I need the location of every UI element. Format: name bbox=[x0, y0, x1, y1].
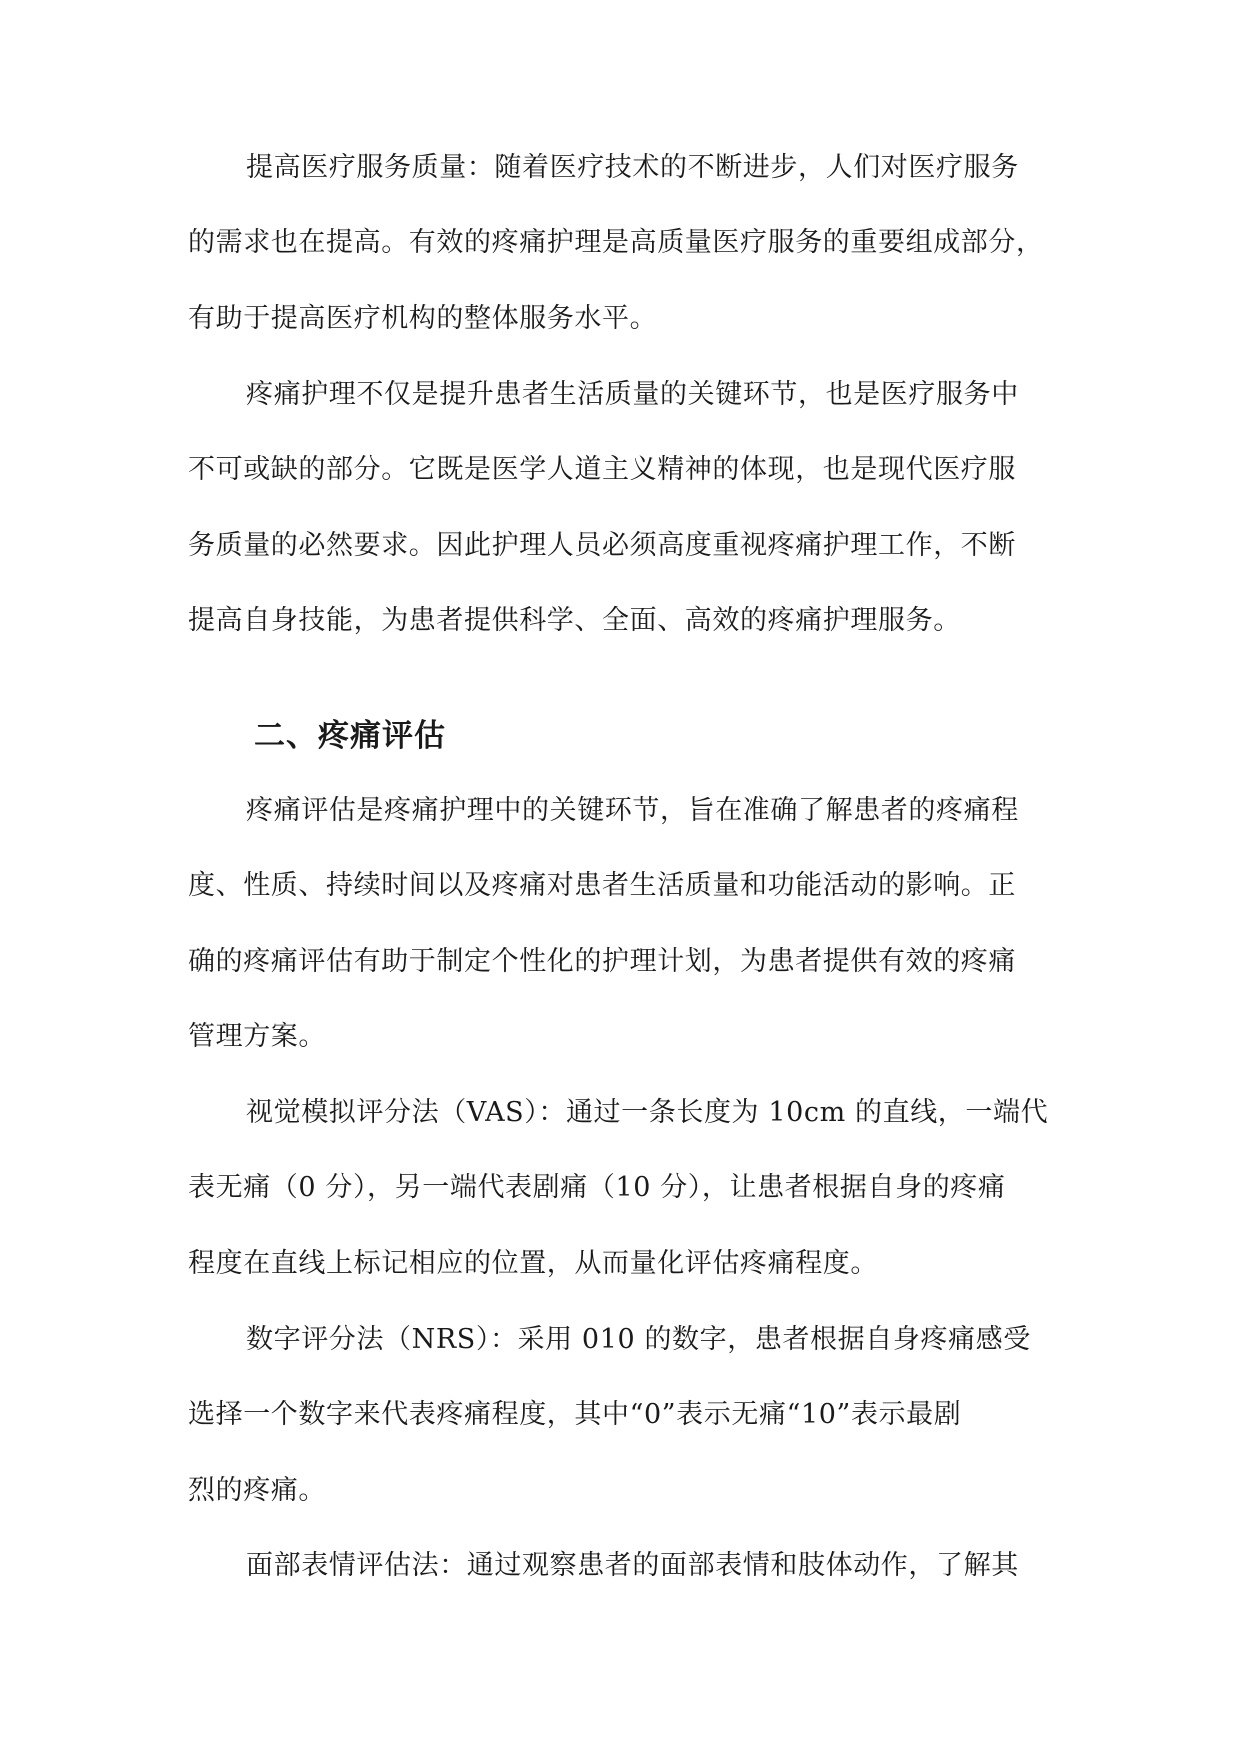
text-line: 度、性质、持续时间以及疼痛对患者生活质量和功能活动的影响。正 bbox=[188, 870, 1016, 901]
text-line: 面部表情评估法：通过观察患者的面部表情和肢体动作，了解其 bbox=[246, 1550, 1019, 1581]
section-heading: 二、疼痛评估 bbox=[254, 718, 446, 754]
text-line: 有助于提高医疗机构的整体服务水平。 bbox=[188, 303, 658, 334]
text-line: 视觉模拟评分法（VAS）：通过一条长度为 10cm 的直线，一端代 bbox=[246, 1097, 1049, 1128]
text-line: 烈的疼痛。 bbox=[188, 1475, 326, 1506]
text-line: 表无痛（0 分），另一端代表剧痛（10 分），让患者根据自身的疼痛 bbox=[188, 1172, 1006, 1203]
text-line: 疼痛评估是疼痛护理中的关键环节，旨在准确了解患者的疼痛程 bbox=[246, 795, 1019, 826]
text-line: 提高自身技能，为患者提供科学、全面、高效的疼痛护理服务。 bbox=[188, 605, 961, 636]
text-line: 务质量的必然要求。因此护理人员必须高度重视疼痛护理工作，不断 bbox=[188, 530, 1016, 561]
text-line: 管理方案。 bbox=[188, 1021, 326, 1052]
text-line: 不可或缺的部分。它既是医学人道主义精神的体现，也是现代医疗服 bbox=[188, 454, 1016, 485]
text-line: 选择一个数字来代表疼痛程度，其中“0”表示无痛“10”表示最剧 bbox=[188, 1399, 962, 1430]
text-line: 程度在直线上标记相应的位置，从而量化评估疼痛程度。 bbox=[188, 1248, 878, 1279]
text-line: 的需求也在提高。有效的疼痛护理是高质量医疗服务的重要组成部分， bbox=[188, 227, 1044, 258]
text-line: 疼痛护理不仅是提升患者生活质量的关键环节，也是医疗服务中 bbox=[246, 379, 1019, 410]
text-line: 确的疼痛评估有助于制定个性化的护理计划，为患者提供有效的疼痛 bbox=[188, 946, 1016, 977]
text-line: 数字评分法（NRS）：采用 010 的数字，患者根据自身疼痛感受 bbox=[246, 1324, 1031, 1355]
text-line: 提高医疗服务质量：随着医疗技术的不断进步，人们对医疗服务 bbox=[246, 152, 1019, 183]
